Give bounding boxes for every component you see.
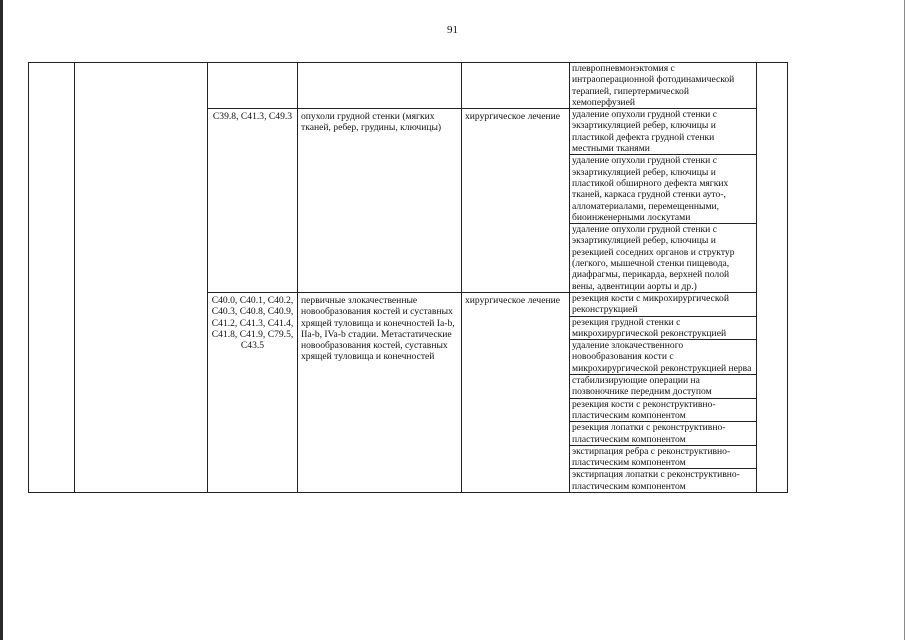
table-row [29, 63, 788, 109]
method-cell: удаление опухоли грудной стенки с экзартикуляцией ребер, ключицы и резекцией соседних органов и структур (легкого, мышечной стенки пищевода, диафрагмы, перикарда, верхней полой вены, адвентиции аорты и др.) [570, 224, 757, 293]
method-cell: удаление злокачественного новообразования кости с микрохирургической реконструкцией нерва [570, 340, 757, 375]
method-cell: стабилизирующие операции на позвоночнике передним доступом [570, 375, 757, 399]
method-cell: резекция кости с реконструктивно-пластическим компонентом [570, 398, 757, 422]
treatment-cell: хирургическое лечение [462, 292, 570, 492]
page-number: 91 [447, 24, 458, 36]
icd-code-cell: C39.8, C41.3, C49.3 [208, 109, 298, 293]
treatment-cell: хирургическое лечение [462, 109, 570, 293]
diagnosis-cell: первичные злокачественные новообразования костей и суставных хрящей туловища и конечностей Ia-b, IIa-b, IVa-b стадии. Метастатические новообразования костей, суставных хрящей туловища и конечностей [298, 292, 462, 492]
method-cell: резекция лопатки с реконструктивно-пластическим компонентом [570, 422, 757, 446]
method-cell: удаление опухоли грудной стенки с экзартикуляцией ребер, ключицы и пластикой дефекта грудной стенки местными тканями [570, 109, 757, 155]
method-cell: резекция грудной стенки с микрохирургической реконструкцией [570, 316, 757, 340]
col-cost-cell [757, 63, 788, 493]
method-cell: экстирпация лопатки с реконструктивно-пластическим компонентом [570, 469, 757, 493]
method-cell: плевропневмонэктомия с интраоперационной фотодинамической терапией, гипертермической хемоперфузией [570, 63, 757, 109]
icd-code-cell: C40.0, C40.1, C40.2, C40.3, C40.8, C40.9, C41.2, C41.3, C41.4, C41.8, C41.9, C79.5, C43.5 [208, 292, 298, 492]
method-cell: резекция кости с микрохирургической реконструкцией [570, 292, 757, 316]
treatment-cell [462, 63, 570, 109]
diagnosis-cell: опухоли грудной стенки (мягких тканей, ребер, грудины, ключицы) [298, 109, 462, 293]
col-number-cell [29, 63, 75, 493]
method-cell: удаление опухоли грудной стенки с экзартикуляцией ребер, ключицы и пластикой обширного дефекта мягких тканей, каркаса грудной стенки ауто-, алломатериалами, перемещенными, биоинженерными лоскутами [570, 155, 757, 224]
scan-left-edge [0, 0, 3, 640]
icd-code-cell [208, 63, 298, 109]
diagnosis-cell [298, 63, 462, 109]
procedures-table [28, 62, 788, 493]
method-cell: экстирпация ребра с реконструктивно-пластическим компонентом [570, 445, 757, 469]
col-group-cell [75, 63, 208, 493]
